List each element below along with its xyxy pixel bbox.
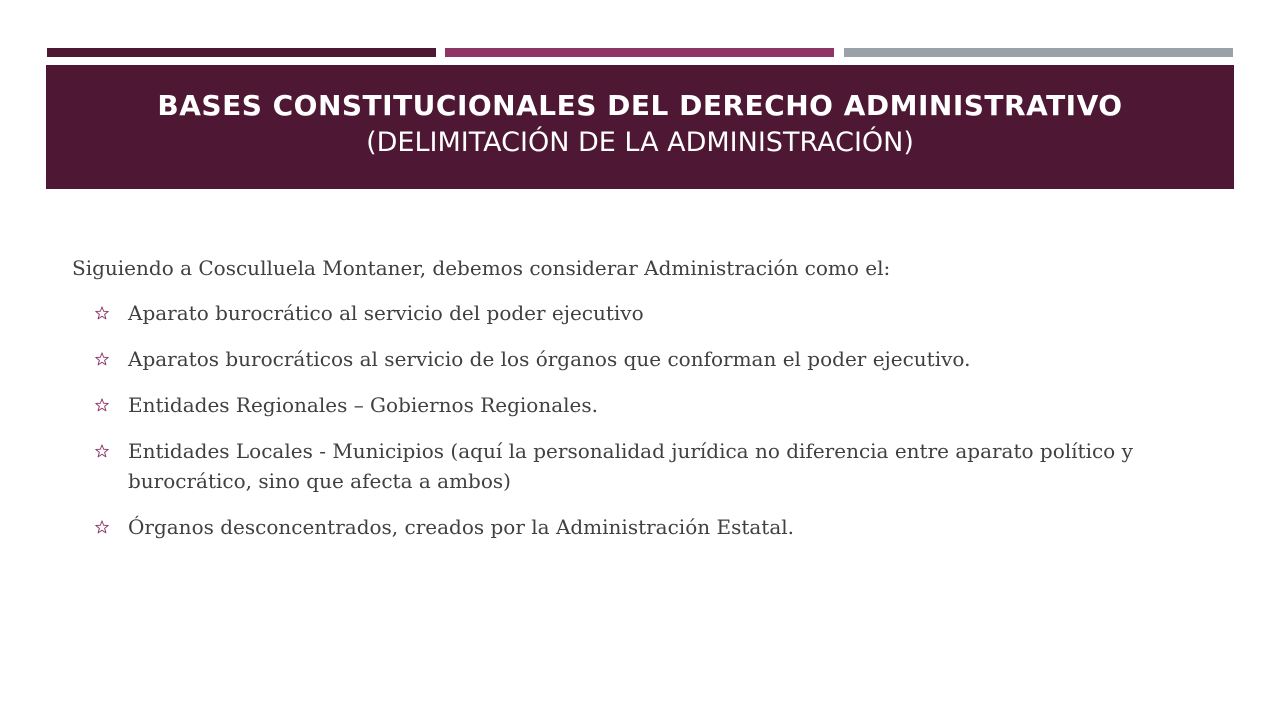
star-icon	[92, 390, 112, 420]
bullet-list	[72, 298, 1232, 542]
star-icon	[92, 436, 112, 466]
intro-text: Siguiendo a Cosculluela Montaner, debemos considerar Administración como el:	[72, 256, 891, 280]
slide-subtitle: (DELIMITACIÓN DE LA ADMINISTRACIÓN)	[366, 127, 914, 158]
accent-bar-dark	[47, 48, 436, 57]
bullet-text: Aparato burocrático al servicio del poder ejecutivo	[128, 301, 644, 325]
accent-bar-gray	[844, 48, 1233, 57]
accent-bar-magenta	[445, 48, 834, 57]
star-icon	[92, 344, 112, 374]
slide-body	[72, 254, 1232, 558]
bullet-text: Entidades Regionales – Gobiernos Regionales.	[128, 393, 598, 417]
bullet-text: Órganos desconcentrados, creados por la Administración Estatal.	[128, 515, 795, 539]
star-icon	[92, 512, 112, 542]
list-item	[72, 390, 1232, 420]
star-icon	[92, 298, 112, 328]
list-item	[72, 512, 1232, 542]
list-item	[72, 436, 1232, 496]
list-item	[72, 298, 1232, 328]
bullet-text: Entidades Locales - Municipios (aquí la personalidad jurídica no diferencia entre aparato político y burocrático, sino que afecta a ambos)	[128, 439, 1133, 493]
list-item	[72, 344, 1232, 374]
slide-title: BASES CONSTITUCIONALES DEL DERECHO ADMINISTRATIVO	[157, 89, 1123, 122]
bullet-text: Aparatos burocráticos al servicio de los órganos que conforman el poder ejecutivo.	[128, 347, 971, 371]
title-band	[46, 65, 1234, 189]
